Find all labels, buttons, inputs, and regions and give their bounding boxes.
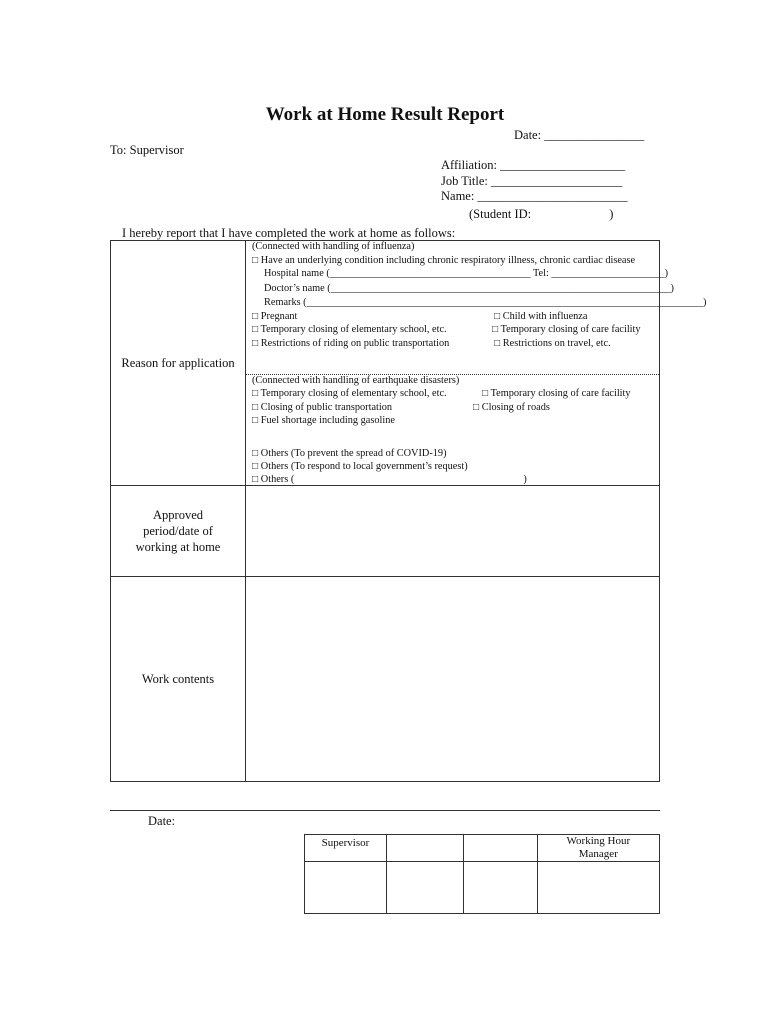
checkbox-riding-restrictions[interactable]: □ Restrictions of riding on public transportation — [252, 338, 450, 349]
hospital-name-field[interactable]: Hospital name (_______________________________________ Tel: ______________________) — [264, 268, 669, 279]
supervisor-header: Supervisor — [305, 835, 387, 862]
footer-divider — [110, 810, 660, 811]
checkbox-school-closing-influenza[interactable]: □ Temporary closing of elementary school, etc. — [252, 324, 447, 335]
checkbox-fuel-shortage[interactable]: □ Fuel shortage including gasoline — [252, 415, 395, 426]
stamp-box-3[interactable] — [463, 862, 537, 914]
blank-header-1 — [386, 835, 463, 862]
checkbox-school-closing-earthquake[interactable]: □ Temporary closing of elementary school, etc. — [252, 388, 447, 399]
checkbox-roads-closing[interactable]: □ Closing of roads — [473, 402, 550, 413]
checkbox-transport-closing[interactable]: □ Closing of public transportation — [252, 402, 393, 413]
signature-table — [304, 834, 660, 914]
name-field[interactable]: Name: ________________________ — [441, 189, 628, 203]
checkbox-others-covid[interactable]: □ Others (To prevent the spread of COVID-19) — [252, 448, 447, 459]
checkbox-others-free[interactable]: □ Others ( ) — [252, 474, 527, 485]
working-hour-manager-header: Working Hour Manager — [537, 835, 659, 862]
footer-date-label: Date: — [148, 814, 176, 828]
work-contents-cell[interactable] — [246, 577, 660, 782]
report-table — [110, 240, 707, 782]
checkbox-others-local[interactable]: □ Others (To respond to local government’s request) — [252, 461, 468, 472]
checkbox-pregnant[interactable]: □ Pregnant — [252, 311, 298, 322]
manager-stamp-box[interactable] — [537, 862, 659, 914]
recipient: To: Supervisor — [110, 143, 184, 157]
reason-label: Reason for application — [111, 241, 246, 486]
approved-period-label: Approved period/date of working at home — [111, 486, 246, 577]
checkbox-underlying-condition[interactable]: □ Have an underlying condition including chronic respiratory illness, chronic cardiac disease — [252, 255, 636, 266]
intro-statement: I hereby report that I have completed the work at home as follows: — [122, 226, 456, 240]
influenza-heading: (Connected with handling of influenza) — [252, 241, 415, 252]
checkbox-care-closing-earthquake[interactable]: □ Temporary closing of care facility — [482, 388, 631, 399]
checkbox-travel-restrictions[interactable]: □ Restrictions on travel, etc. — [494, 338, 611, 349]
student-id-field[interactable]: (Student ID: ) — [469, 207, 614, 221]
doctor-name-field[interactable]: Doctor’s name (__________________________________________________________________) — [264, 283, 674, 294]
checkbox-care-closing-influenza[interactable]: □ Temporary closing of care facility — [492, 324, 641, 335]
work-contents-label: Work contents — [111, 577, 246, 782]
date-field[interactable]: Date: ________________ — [514, 128, 645, 142]
page-title: Work at Home Result Report — [265, 104, 505, 125]
supervisor-stamp-box[interactable] — [305, 862, 387, 914]
stamp-box-2[interactable] — [386, 862, 463, 914]
job-title-field[interactable]: Job Title: _____________________ — [441, 174, 623, 188]
approved-period-cell[interactable] — [246, 486, 660, 577]
reason-cell — [246, 241, 707, 486]
checkbox-child-influenza[interactable]: □ Child with influenza — [494, 311, 588, 322]
affiliation-field[interactable]: Affiliation: ____________________ — [441, 158, 626, 172]
earthquake-heading: (Connected with handling of earthquake disasters) — [252, 375, 460, 386]
blank-header-2 — [463, 835, 537, 862]
remarks-field[interactable]: Remarks (_____________________________________________________________________________) — [264, 297, 707, 308]
